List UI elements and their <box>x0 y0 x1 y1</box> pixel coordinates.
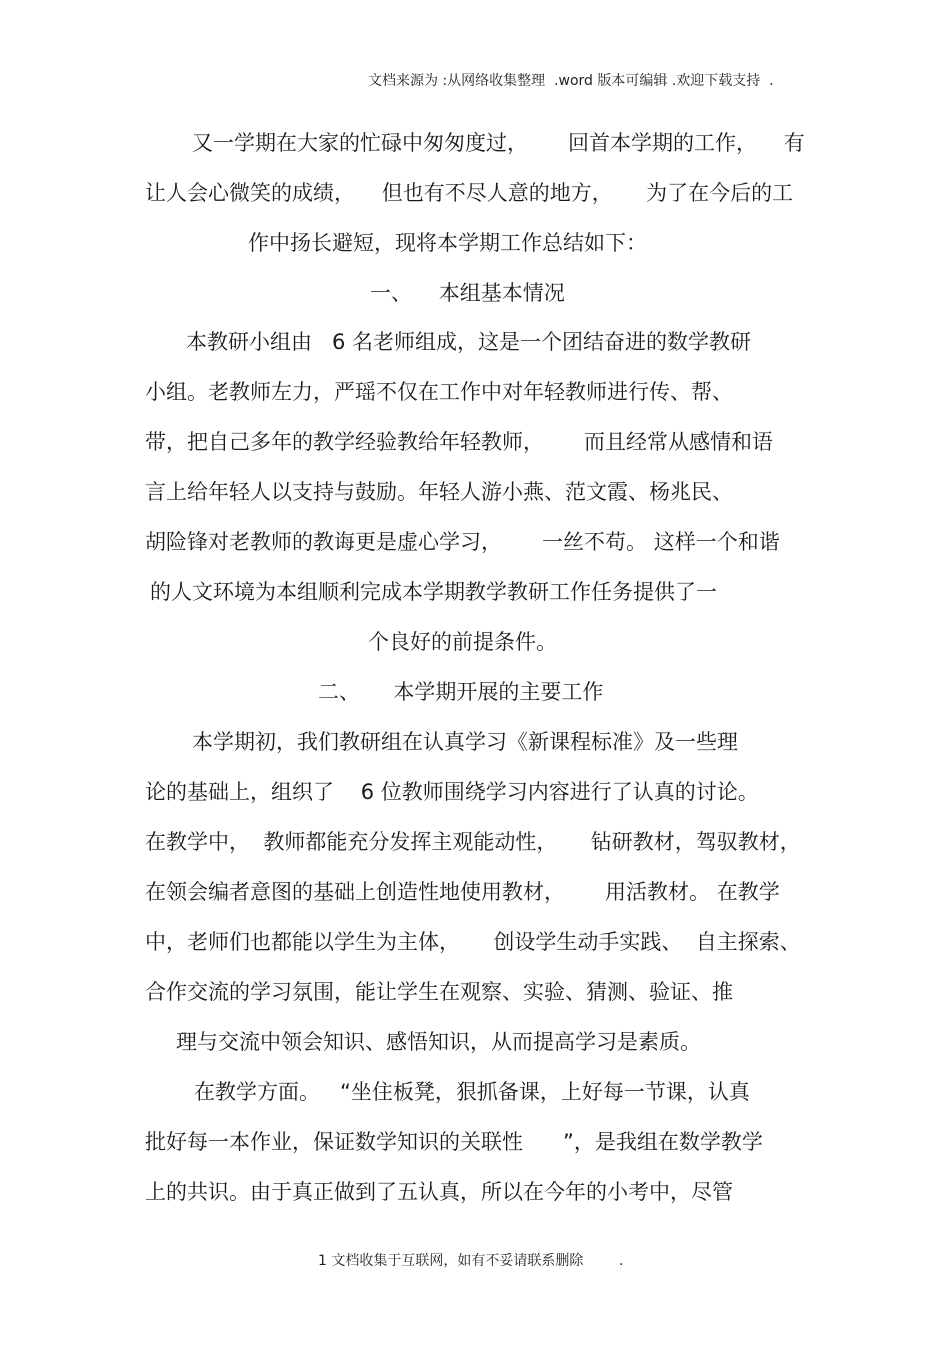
body-line: 在教学方面。 “坐住板凳，狠抓备课，上好每一节课，认真 <box>194 1080 750 1104</box>
body-line: 在教学中， 教师都能充分发挥主观能动性， 钻研教材，驾驭教材， <box>145 830 801 854</box>
body-line: 理与交流中领会知识、感悟知识，从而提高学习是素质。 <box>176 1030 701 1054</box>
page-header: 文档来源为 :从网络收集整理 .word 版本可编辑 .欢迎下载支持 . <box>368 73 774 89</box>
body-line: 小组。老教师左力，严瑶不仅在工作中对年轻教师进行传、帮、 <box>145 380 733 404</box>
body-line: 论的基础上，组织了 6 位教师围绕学习内容进行了认真的讨论。 <box>145 780 759 804</box>
body-line: 又一学期在大家的忙碌中匆匆度过， 回首本学期的工作， 有 <box>192 131 805 155</box>
body-line: 带，把自己多年的教学经验教给年轻教师， 而且经常从感情和语 <box>145 430 774 454</box>
body-line: 中，老师们也都能以学生为主体， 创设学生动手实践、 自主探索、 <box>145 930 801 954</box>
section-heading: 一、 本组基本情况 <box>370 281 565 305</box>
section-heading: 二、 本学期开展的主要工作 <box>318 680 604 704</box>
body-line: 作中扬长避短，现将本学期工作总结如下： <box>248 231 647 255</box>
body-line: 本教研小组由 6 名老师组成，这是一个团结奋进的数学教研 <box>186 330 752 354</box>
body-line: 上的共识。由于真正做到了五认真，所以在今年的小考中，尽管 <box>145 1180 733 1204</box>
body-line: 让人会心微笑的成绩， 但也有不尽人意的地方， 为了在今后的工 <box>145 181 794 205</box>
body-line: 个良好的前提条件。 <box>368 630 557 654</box>
body-line: 言上给年轻人以支持与鼓励。年轻人游小燕、范文霞、杨兆民、 <box>145 480 733 504</box>
page-footer: 1 文档收集于互联网，如有不妥请联系删除 . <box>318 1253 624 1269</box>
body-line: 本学期初，我们教研组在认真学习《新课程标准》及一些理 <box>192 730 738 754</box>
body-line: 在领会编者意图的基础上创造性地使用教材， 用活教材。 在教学 <box>145 880 780 904</box>
body-line: 胡险锋对老教师的教诲更是虚心学习， 一丝不苟。 这样一个和谐 <box>145 530 780 554</box>
body-line: 合作交流的学习氛围，能让学生在观察、实验、猜测、验证、推 <box>145 980 733 1004</box>
body-line: 的人文环境为本组顺利完成本学期教学教研工作任务提供了一 <box>150 580 717 604</box>
body-line: 批好每一本作业，保证数学知识的关联性 ”，是我组在数学教学 <box>145 1130 763 1154</box>
